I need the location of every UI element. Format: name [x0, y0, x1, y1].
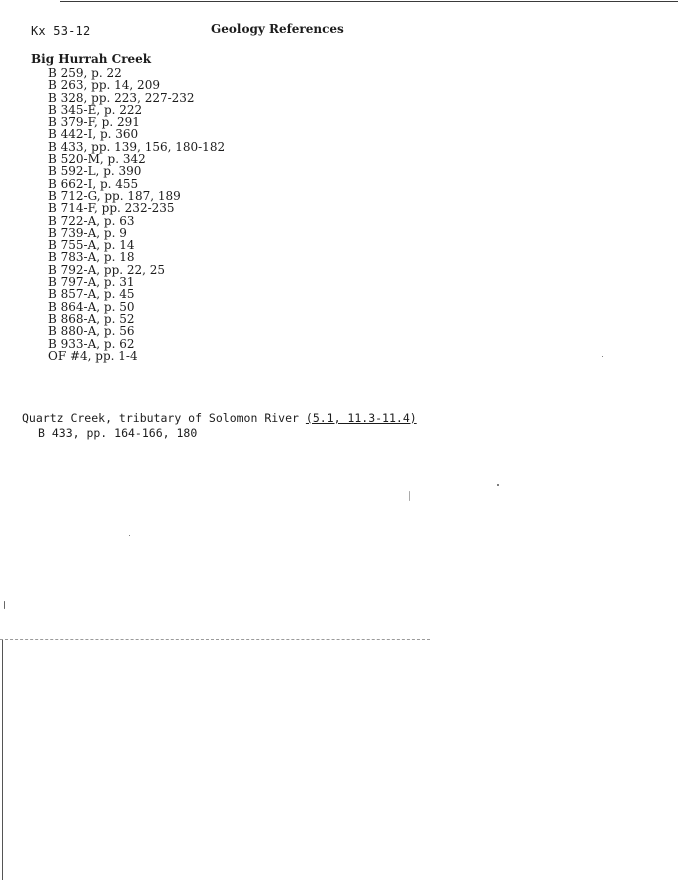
reference-item: B 259, p. 22 — [48, 66, 122, 80]
reference-list — [31, 67, 225, 362]
reference-item: B 739-A, p. 9 — [48, 225, 127, 240]
sheet-id: Kx 53-12 — [31, 24, 91, 38]
scan-speck — [129, 535, 130, 536]
scan-speck — [497, 484, 499, 486]
reference-item: B 263, pp. 14, 209 — [48, 78, 160, 93]
reference-item: B 592-L, p. 390 — [48, 164, 142, 179]
reference-item: OF #4, pp. 1-4 — [48, 348, 138, 363]
reference-item: B 933-A, p. 62 — [48, 336, 135, 351]
reference-item: B 379-F, p. 291 — [48, 115, 140, 130]
scan-speck — [602, 356, 603, 357]
reference-item: B 722-A, p. 63 — [48, 213, 135, 228]
reference-section — [22, 411, 417, 440]
reference-item: B 433, pp. 139, 156, 180-182 — [48, 139, 226, 154]
reference-item: B 662-I, p. 455 — [48, 176, 139, 191]
reference-item: B 864-A, p. 50 — [48, 299, 135, 314]
reference-item: B 520-M, p. 342 — [48, 152, 146, 167]
reference-item: B 755-A, p. 14 — [48, 238, 135, 253]
section-heading-text: Quartz Creek, tributary of Solomon River — [22, 411, 299, 425]
reference-section — [31, 52, 225, 362]
scan-speck — [409, 491, 410, 501]
reference-item: B 797-A, p. 31 — [48, 275, 135, 290]
section-heading — [22, 411, 417, 426]
reference-list — [22, 426, 417, 440]
scan-edge-line — [2, 640, 3, 880]
reference-item: B 868-A, p. 52 — [48, 311, 135, 326]
reference-item: B 433, pp. 164-166, 180 — [38, 426, 198, 440]
scan-fold-line — [0, 639, 430, 640]
reference-item: B 714-F, pp. 232-235 — [48, 201, 175, 216]
reference-item: B 328, pp. 223, 227-232 — [48, 90, 195, 105]
reference-item: B 857-A, p. 45 — [48, 287, 135, 302]
section-heading: Big Hurrah Creek — [31, 52, 152, 66]
scan-border-line — [60, 1, 678, 2]
reference-item: B 442-I, p. 360 — [48, 127, 139, 142]
reference-item: B 712-G, pp. 187, 189 — [48, 188, 181, 203]
page-title: Geology References — [211, 22, 344, 36]
scan-speck — [4, 601, 5, 609]
reference-item: B 783-A, p. 18 — [48, 250, 135, 265]
reference-item: B 345-E, p. 222 — [48, 102, 143, 117]
reference-item: B 792-A, pp. 22, 25 — [48, 262, 166, 277]
reference-item: B 880-A, p. 56 — [48, 324, 135, 339]
section-heading-map-ref: (5.1, 11.3-11.4) — [305, 411, 417, 425]
